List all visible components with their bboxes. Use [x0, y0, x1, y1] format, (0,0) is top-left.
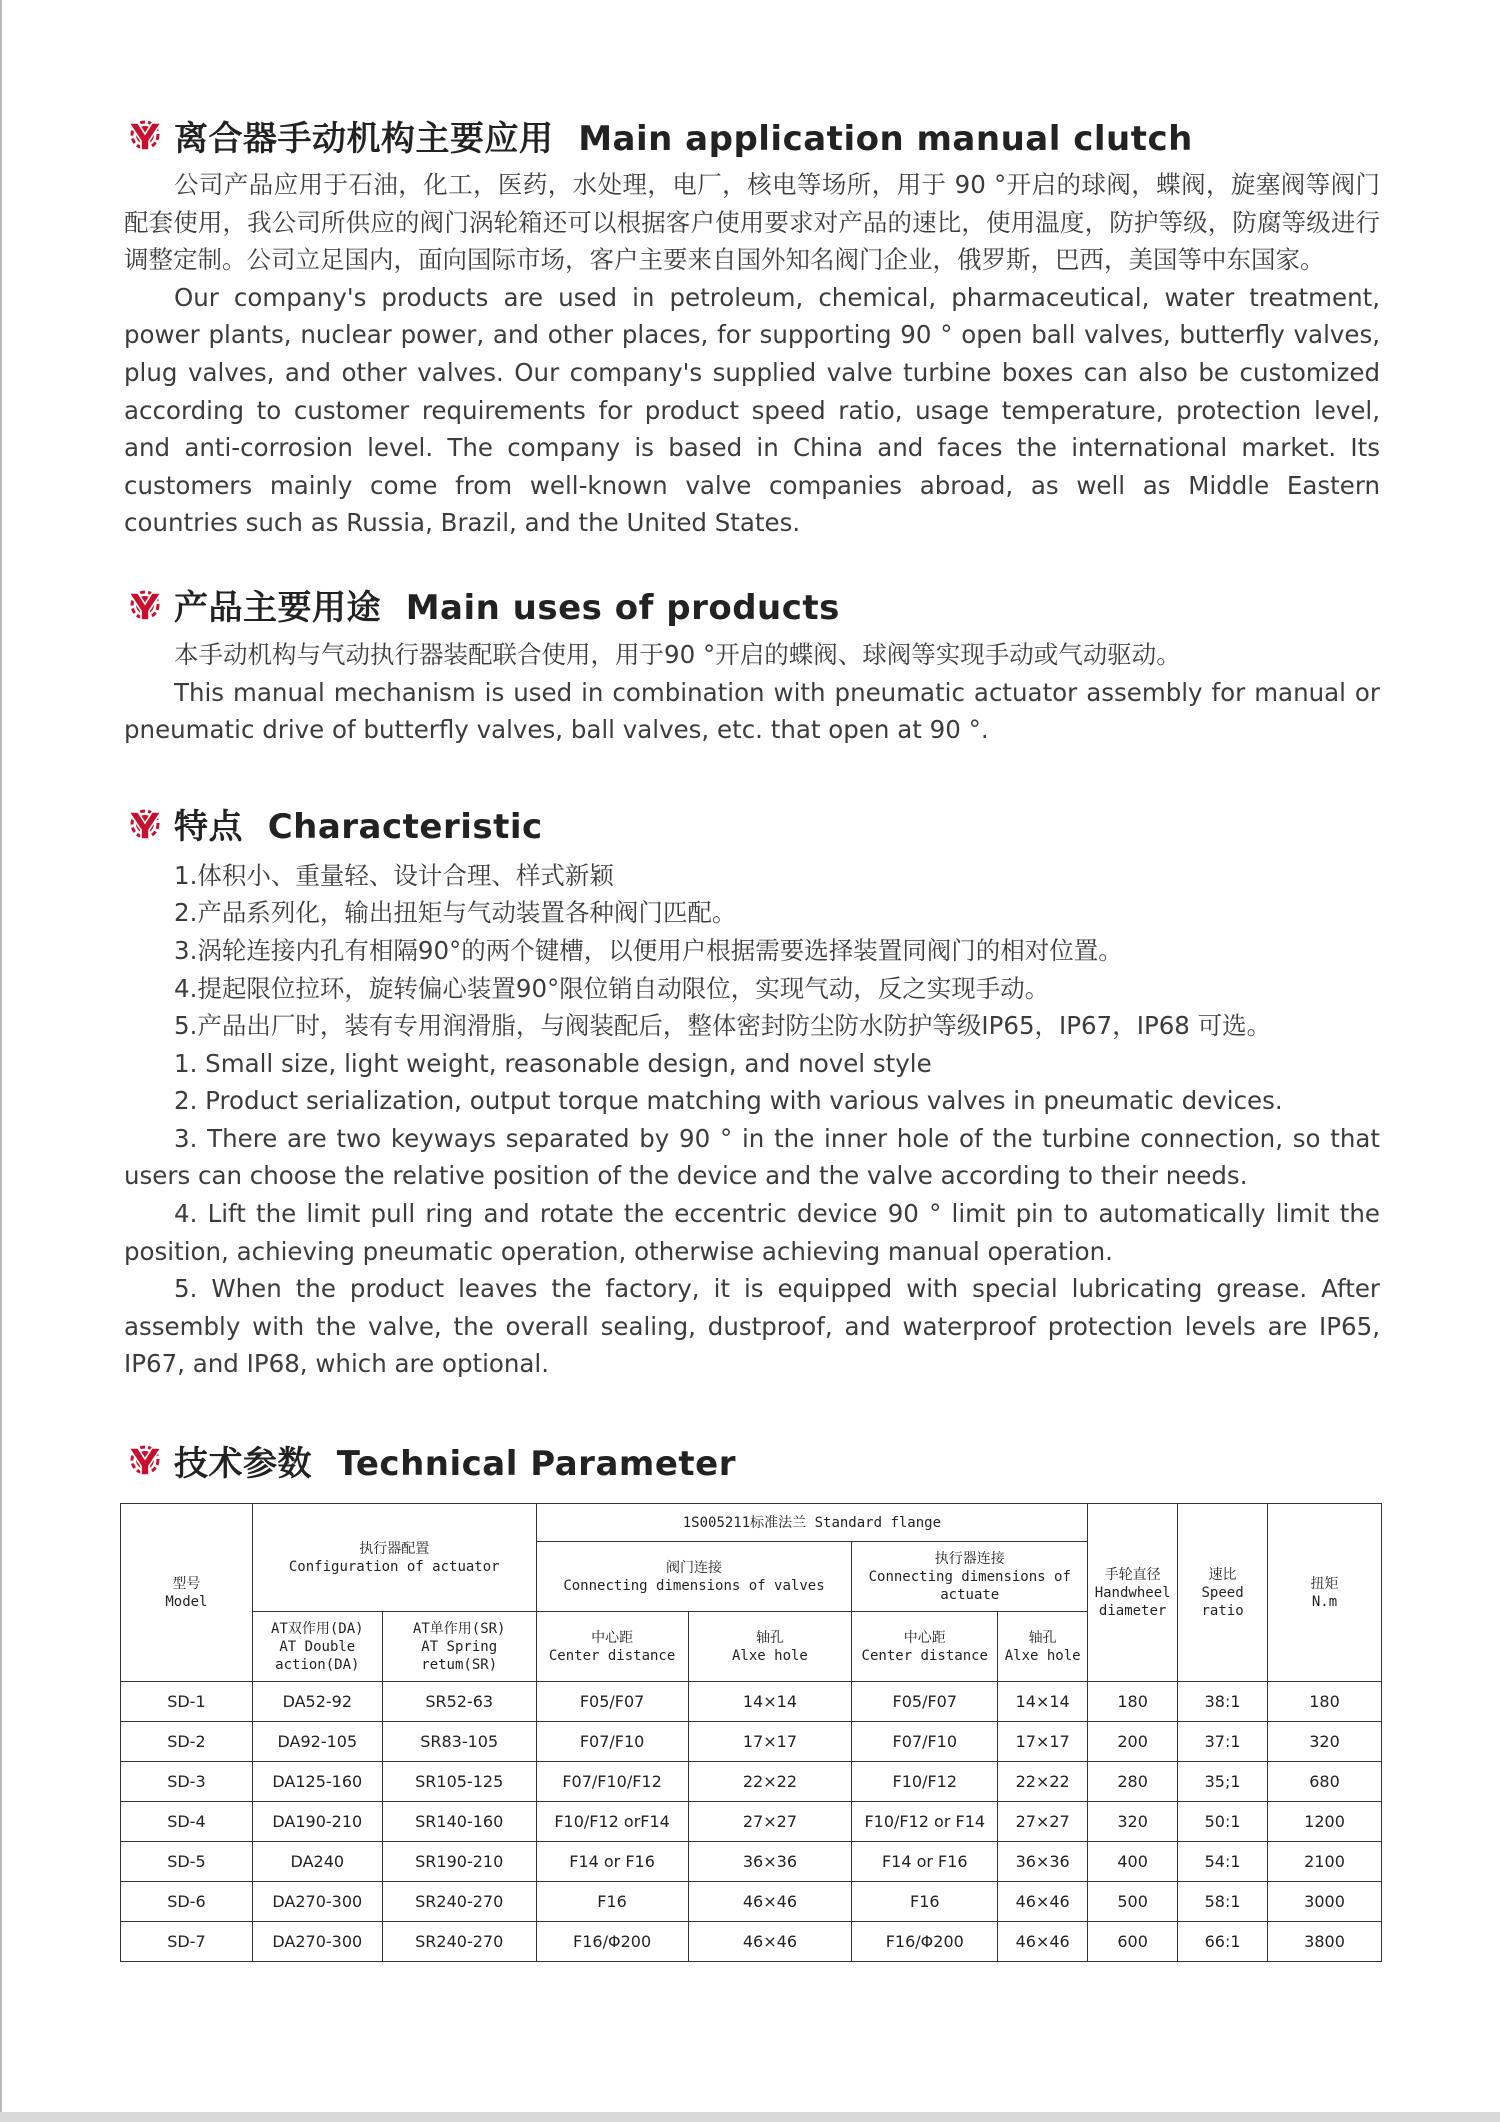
- table-cell: 180: [1268, 1682, 1382, 1722]
- section-title-cn: 技术参数: [174, 1443, 312, 1484]
- brand-logo-icon: [124, 584, 166, 626]
- section-title-cn: 特点: [174, 807, 243, 848]
- table-cell: 46×46: [688, 1882, 852, 1922]
- header-standard-flange: 1S005211标准法兰 Standard flange: [536, 1504, 1088, 1542]
- application-paragraph-cn: 公司产品应用于石油，化工，医药，水处理，电厂，核电等场所，用于 90 °开启的球阀，蝶阀，旋塞阀等阀门配套使用，我公司所供应的阀门涡轮箱还可以根据客户使用要求对产品的速比，使用温度，防护等级，防腐等级进行调整定制。公司立足国内，面向国际市场，客户主要来自国外知名阀门企业，俄罗斯，巴西，美国等中东国家。: [124, 170, 1380, 275]
- table-cell: SD-1: [121, 1682, 253, 1722]
- brand-logo-icon: [124, 803, 166, 845]
- header-actuator-config: 执行器配置 Configuration of actuator: [252, 1504, 536, 1612]
- table-cell: 38:1: [1178, 1682, 1268, 1722]
- table-cell: F16: [852, 1882, 998, 1922]
- header-actuator-axle-hole: 轴孔 Alxe hole: [998, 1612, 1088, 1682]
- table-cell: 22×22: [998, 1762, 1088, 1802]
- header-handwheel: 手轮直径 Handwheel diameter: [1088, 1504, 1178, 1682]
- table-cell: SR140-160: [382, 1802, 536, 1842]
- header-actuator-center-distance: 中心距 Center distance: [852, 1612, 998, 1682]
- table-cell: F10/F12 or F14: [852, 1802, 998, 1842]
- section-heading-application: [124, 110, 1380, 160]
- table-cell: 17×17: [688, 1722, 852, 1762]
- table-cell: F16/Φ200: [852, 1922, 998, 1962]
- characteristic-list: [124, 857, 1380, 1383]
- table-cell: F16/Φ200: [536, 1922, 688, 1962]
- table-cell: 54:1: [1178, 1842, 1268, 1882]
- table-cell: 27×27: [998, 1802, 1088, 1842]
- header-actuator-connection: 执行器连接 Connecting dimensions of actuate: [852, 1542, 1088, 1612]
- table-cell: DA92-105: [252, 1722, 382, 1762]
- list-item: 1. Small size, light weight, reasonable design, and novel style: [174, 1048, 932, 1078]
- table-cell: SD-3: [121, 1762, 253, 1802]
- application-paragraph-en: Our company's products are used in petroleum, chemical, pharmaceutical, water treatment, power plants, nuclear power, and other places, for supporting 90 ° open ball valves, butterfly valves, plug valves, and other valves. Our company's supplied valve turbine boxes can also be customized according to customer requirements for product speed ratio, usage temperature, protection level, and anti-corrosion level. The company is based in China and faces the international market. Its customers mainly come from well-known valve companies abroad, as well as Middle Eastern countries such as Russia, Brazil, and the United States.: [124, 282, 1380, 538]
- table-cell: 35;1: [1178, 1762, 1268, 1802]
- table-cell: 36×36: [998, 1842, 1088, 1882]
- header-speed-ratio: 速比 Speed ratio: [1178, 1504, 1268, 1682]
- section-title-cn: 离合器手动机构主要应用: [174, 118, 554, 159]
- table-cell: 50:1: [1178, 1802, 1268, 1842]
- table-cell: SR105-125: [382, 1762, 536, 1802]
- table-cell: F10/F12: [852, 1762, 998, 1802]
- table-cell: F10/F12 orF14: [536, 1802, 688, 1842]
- table-cell: 17×17: [998, 1722, 1088, 1762]
- table-cell: 320: [1088, 1802, 1178, 1842]
- table-cell: 58:1: [1178, 1882, 1268, 1922]
- table-cell: SD-6: [121, 1882, 253, 1922]
- table-cell: F05/F07: [852, 1682, 998, 1722]
- table-cell: 14×14: [688, 1682, 852, 1722]
- table-cell: SR52-63: [382, 1682, 536, 1722]
- list-item: 1.体积小、重量轻、设计合理、样式新颖: [174, 860, 614, 890]
- table-row: [121, 1882, 1382, 1922]
- table-cell: F05/F07: [536, 1682, 688, 1722]
- table-cell: 3800: [1268, 1922, 1382, 1962]
- document-body: [124, 110, 1380, 1962]
- table-cell: DA52-92: [252, 1682, 382, 1722]
- table-cell: SD-5: [121, 1842, 253, 1882]
- table-cell: SD-4: [121, 1802, 253, 1842]
- table-cell: 27×27: [688, 1802, 852, 1842]
- list-item: 5.产品出厂时，装有专用润滑脂，与阀装配后，整体密封防尘防水防护等级IP65，IP67，IP68 可选。: [174, 1011, 1272, 1041]
- table-body: [121, 1682, 1382, 1962]
- table-cell: F07/F10/F12: [536, 1762, 688, 1802]
- page-bottom-strip: [0, 2112, 1500, 2122]
- list-item: 4.提起限位拉环，旋转偏心装置90°限位销自动限位，实现气动，反之实现手动。: [174, 973, 1050, 1003]
- table-cell: 200: [1088, 1722, 1178, 1762]
- list-item: 2. Product serialization, output torque matching with various valves in pneumatic devices.: [174, 1086, 1283, 1116]
- list-item: 3. There are two keyways separated by 90 ° in the inner hole of the turbine connection, so that users can choose the relative position of the device and the valve according to their needs.: [124, 1123, 1380, 1191]
- table-cell: 400: [1088, 1842, 1178, 1882]
- table-cell: SR190-210: [382, 1842, 536, 1882]
- section-title-en: Technical Parameter: [336, 1443, 736, 1484]
- list-item: 3.涡轮连接内孔有相隔90°的两个键槽，以便用户根据需要选择装置同阀门的相对位置。: [174, 935, 1123, 965]
- table-cell: F16: [536, 1882, 688, 1922]
- table-cell: 320: [1268, 1722, 1382, 1762]
- table-cell: SR83-105: [382, 1722, 536, 1762]
- table-cell: 3000: [1268, 1882, 1382, 1922]
- table-cell: 280: [1088, 1762, 1178, 1802]
- uses-paragraph-en: This manual mechanism is used in combination with pneumatic actuator assembly for manual or pneumatic drive of butterfly valves, ball valves, etc. that open at 90 °.: [124, 677, 1380, 745]
- table-cell: SR240-270: [382, 1882, 536, 1922]
- table-cell: 1200: [1268, 1802, 1382, 1842]
- table-cell: DA125-160: [252, 1762, 382, 1802]
- table-cell: DA270-300: [252, 1922, 382, 1962]
- table-row: [121, 1842, 1382, 1882]
- table-cell: 14×14: [998, 1682, 1088, 1722]
- table-cell: 600: [1088, 1922, 1178, 1962]
- uses-paragraph-cn: 本手动机构与气动执行器装配联合使用，用于90 °开启的蝶阀、球阀等实现手动或气动驱动。: [174, 639, 1181, 669]
- brand-logo-icon: [124, 1439, 166, 1481]
- table-cell: SR240-270: [382, 1922, 536, 1962]
- table-row: [121, 1722, 1382, 1762]
- section-title-en: Characteristic: [267, 807, 543, 848]
- header-valve-connection: 阀门连接 Connecting dimensions of valves: [536, 1542, 852, 1612]
- table-cell: F14 or F16: [852, 1842, 998, 1882]
- list-item: 5. When the product leaves the factory, it is equipped with special lubricating grease. After assembly with the valve, the overall sealing, dustproof, and waterproof protection levels are IP65, IP67, and IP68, which are optional.: [124, 1274, 1380, 1379]
- section-title-en: Main uses of products: [405, 588, 840, 629]
- header-double-action: AT双作用(DA) AT Double action(DA): [252, 1612, 382, 1682]
- table-cell: F14 or F16: [536, 1842, 688, 1882]
- table-cell: 22×22: [688, 1762, 852, 1802]
- table-cell: DA270-300: [252, 1882, 382, 1922]
- table-cell: SD-7: [121, 1922, 253, 1962]
- table-row: [121, 1802, 1382, 1842]
- table-cell: SD-2: [121, 1722, 253, 1762]
- table-cell: F07/F10: [536, 1722, 688, 1762]
- header-valve-center-distance: 中心距 Center distance: [536, 1612, 688, 1682]
- table-cell: 680: [1268, 1762, 1382, 1802]
- table-cell: 180: [1088, 1682, 1178, 1722]
- section-heading-uses: [124, 580, 1380, 630]
- header-model: 型号 Model: [121, 1504, 253, 1682]
- header-valve-axle-hole: 轴孔 Alxe hole: [688, 1612, 852, 1682]
- table-row: [121, 1922, 1382, 1962]
- list-item: 4. Lift the limit pull ring and rotate the eccentric device 90 ° limit pin to automatically limit the position, achieving pneumatic operation, otherwise achieving manual operation.: [124, 1199, 1380, 1266]
- section-title-en: Main application manual clutch: [578, 118, 1193, 159]
- header-torque: 扭矩 N.m: [1268, 1504, 1382, 1682]
- table-cell: 37:1: [1178, 1722, 1268, 1762]
- technical-parameter-table: [120, 1503, 1382, 1962]
- table-cell: 2100: [1268, 1842, 1382, 1882]
- table-cell: 66:1: [1178, 1922, 1268, 1962]
- table-cell: 46×46: [688, 1922, 852, 1962]
- section-heading-technical: [124, 1435, 1380, 1485]
- table-cell: 500: [1088, 1882, 1178, 1922]
- table-row: [121, 1762, 1382, 1802]
- list-item: 2.产品系列化，输出扭矩与气动装置各种阀门匹配。: [174, 898, 737, 928]
- brand-logo-icon: [124, 114, 166, 156]
- section-title-cn: 产品主要用途: [174, 588, 381, 629]
- header-spring-return: AT单作用(SR) AT Spring retum(SR): [382, 1612, 536, 1682]
- table-cell: DA240: [252, 1842, 382, 1882]
- table-cell: DA190-210: [252, 1802, 382, 1842]
- table-cell: F07/F10: [852, 1722, 998, 1762]
- section-heading-characteristic: [124, 799, 1380, 849]
- table-cell: 36×36: [688, 1842, 852, 1882]
- table-cell: 46×46: [998, 1882, 1088, 1922]
- table-row: [121, 1682, 1382, 1722]
- table-cell: 46×46: [998, 1922, 1088, 1962]
- page-edge: [0, 0, 2, 2122]
